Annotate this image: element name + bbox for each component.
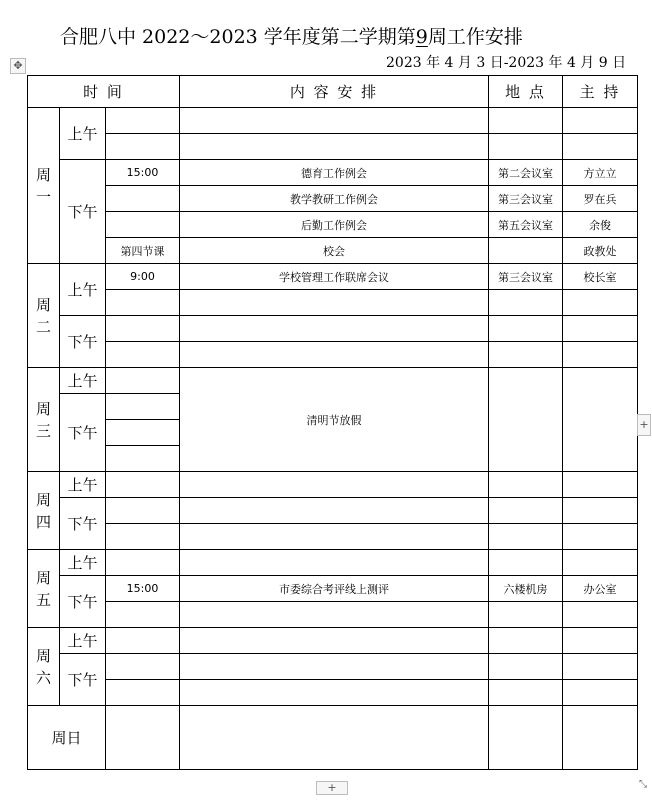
cell-time[interactable] xyxy=(106,550,180,576)
cell-time[interactable] xyxy=(106,420,180,446)
cell-host[interactable]: 方立立 xyxy=(563,160,638,186)
cell-time[interactable]: 15:00 xyxy=(106,160,180,186)
period-thu-am: 上午 xyxy=(60,472,106,498)
cell-time[interactable] xyxy=(106,628,180,654)
cell-host[interactable] xyxy=(563,602,638,628)
cell-time[interactable] xyxy=(106,654,180,680)
cell-host[interactable] xyxy=(563,368,638,472)
cell-host[interactable]: 校长室 xyxy=(563,264,638,290)
period-wed-am: 上午 xyxy=(60,368,106,394)
schedule-table xyxy=(27,75,638,770)
cell-place[interactable] xyxy=(489,290,563,316)
table-move-handle-icon[interactable]: ✥ xyxy=(10,58,26,74)
cell-time[interactable] xyxy=(106,446,180,472)
cell-time[interactable] xyxy=(106,524,180,550)
cell-content[interactable]: 后勤工作例会 xyxy=(180,212,489,238)
cell-host[interactable] xyxy=(563,628,638,654)
cell-place[interactable] xyxy=(489,238,563,264)
cell-time[interactable] xyxy=(106,212,180,238)
period-tue-am: 上午 xyxy=(60,264,106,316)
cell-content[interactable] xyxy=(180,498,489,524)
cell-place[interactable] xyxy=(489,498,563,524)
cell-time[interactable] xyxy=(106,290,180,316)
cell-time[interactable]: 15:00 xyxy=(106,576,180,602)
cell-content[interactable]: 德育工作例会 xyxy=(180,160,489,186)
cell-time[interactable] xyxy=(106,706,180,770)
cell-time[interactable] xyxy=(106,316,180,342)
table-row xyxy=(28,576,638,602)
cell-content[interactable] xyxy=(180,290,489,316)
cell-time[interactable]: 9:00 xyxy=(106,264,180,290)
cell-host[interactable]: 罗在兵 xyxy=(563,186,638,212)
cell-host[interactable]: 余俊 xyxy=(563,212,638,238)
cell-time[interactable] xyxy=(106,186,180,212)
cell-place[interactable] xyxy=(489,342,563,368)
cell-time[interactable] xyxy=(106,498,180,524)
cell-content[interactable]: 教学教研工作例会 xyxy=(180,186,489,212)
cell-time[interactable] xyxy=(106,108,180,134)
cell-content[interactable] xyxy=(180,680,489,706)
cell-host[interactable] xyxy=(563,550,638,576)
table-row xyxy=(28,706,638,770)
cell-host[interactable]: 政教处 xyxy=(563,238,638,264)
cell-place[interactable] xyxy=(489,524,563,550)
cell-place[interactable] xyxy=(489,108,563,134)
period-thu-pm: 下午 xyxy=(60,498,106,550)
table-row xyxy=(28,186,638,212)
add-column-icon[interactable]: + xyxy=(637,414,651,436)
cell-content[interactable] xyxy=(180,602,489,628)
table-row xyxy=(28,342,638,368)
cell-place[interactable]: 第五会议室 xyxy=(489,212,563,238)
cell-content[interactable]: 市委综合考评线上测评 xyxy=(180,576,489,602)
table-row xyxy=(28,212,638,238)
header-host: 主 持 xyxy=(563,76,638,108)
table-row xyxy=(28,628,638,654)
cell-place[interactable]: 第三会议室 xyxy=(489,186,563,212)
day-label-tue: 周 二 xyxy=(28,264,60,368)
cell-time[interactable] xyxy=(106,134,180,160)
period-sat-pm: 下午 xyxy=(60,654,106,706)
table-row xyxy=(28,108,638,134)
cell-place[interactable]: 第三会议室 xyxy=(489,264,563,290)
day-label-fri: 周 五 xyxy=(28,550,60,628)
table-row xyxy=(28,264,638,290)
cell-content[interactable] xyxy=(180,550,489,576)
period-tue-pm: 下午 xyxy=(60,316,106,368)
cell-content[interactable]: 学校管理工作联席会议 xyxy=(180,264,489,290)
table-row xyxy=(28,368,638,394)
period-wed-pm: 下午 xyxy=(60,394,106,472)
table-resize-icon[interactable]: ⤡ xyxy=(639,779,647,790)
cell-time[interactable]: 第四节课 xyxy=(106,238,180,264)
cell-place[interactable] xyxy=(489,654,563,680)
cell-time[interactable] xyxy=(106,368,180,394)
cell-content[interactable] xyxy=(180,134,489,160)
cell-time[interactable] xyxy=(106,342,180,368)
table-row xyxy=(28,134,638,160)
cell-content[interactable] xyxy=(180,706,489,770)
date-range: 2023 年 4 月 3 日-2023 年 4 月 9 日 xyxy=(386,55,627,71)
cell-host[interactable] xyxy=(563,654,638,680)
cell-host[interactable] xyxy=(563,342,638,368)
cell-host[interactable] xyxy=(563,680,638,706)
cell-content[interactable] xyxy=(180,628,489,654)
table-row xyxy=(28,654,638,680)
period-mon-pm: 下午 xyxy=(60,160,106,264)
cell-host[interactable] xyxy=(563,472,638,498)
week-number: 9 xyxy=(415,26,428,48)
cell-content[interactable] xyxy=(180,316,489,342)
cell-host[interactable] xyxy=(563,134,638,160)
period-fri-am: 上午 xyxy=(60,550,106,576)
day-label-sun: 周日 xyxy=(28,706,106,770)
table-row xyxy=(28,602,638,628)
table-row xyxy=(28,524,638,550)
cell-content[interactable] xyxy=(180,342,489,368)
day-label-mon: 周 一 xyxy=(28,108,60,264)
period-fri-pm: 下午 xyxy=(60,576,106,628)
header-time: 时 间 xyxy=(28,76,180,108)
cell-content-holiday[interactable]: 清明节放假 xyxy=(180,368,489,472)
cell-time[interactable] xyxy=(106,472,180,498)
table-row xyxy=(28,550,638,576)
cell-time[interactable] xyxy=(106,680,180,706)
cell-host[interactable] xyxy=(563,524,638,550)
cell-host[interactable] xyxy=(563,498,638,524)
cell-place[interactable] xyxy=(489,628,563,654)
day-label-sat: 周 六 xyxy=(28,628,60,706)
cell-content[interactable] xyxy=(180,654,489,680)
cell-host[interactable] xyxy=(563,706,638,770)
cell-place[interactable] xyxy=(489,602,563,628)
cell-content[interactable] xyxy=(180,108,489,134)
cell-place[interactable] xyxy=(489,706,563,770)
page-title: 合肥八中 2022～2023 学年度第二学期第9周工作安排 xyxy=(60,26,523,48)
cell-place[interactable] xyxy=(489,316,563,342)
cell-host[interactable] xyxy=(563,316,638,342)
cell-content[interactable]: 校会 xyxy=(180,238,489,264)
header-content: 内 容 安 排 xyxy=(180,76,489,108)
cell-place[interactable] xyxy=(489,550,563,576)
cell-content[interactable] xyxy=(180,524,489,550)
cell-host[interactable]: 办公室 xyxy=(563,576,638,602)
table-row xyxy=(28,290,638,316)
cell-content[interactable] xyxy=(180,472,489,498)
period-sat-am: 上午 xyxy=(60,628,106,654)
cell-host[interactable] xyxy=(563,290,638,316)
table-row xyxy=(28,316,638,342)
cell-time[interactable] xyxy=(106,602,180,628)
cell-place[interactable]: 第二会议室 xyxy=(489,160,563,186)
table-row xyxy=(28,160,638,186)
day-label-thu: 周 四 xyxy=(28,472,60,550)
cell-host[interactable] xyxy=(563,108,638,134)
add-row-icon[interactable]: + xyxy=(316,781,348,795)
cell-place[interactable] xyxy=(489,472,563,498)
table-row xyxy=(28,472,638,498)
period-mon-am: 上午 xyxy=(60,108,106,160)
cell-place[interactable] xyxy=(489,368,563,472)
day-label-wed: 周 三 xyxy=(28,368,60,472)
cell-place[interactable] xyxy=(489,680,563,706)
table-row xyxy=(28,238,638,264)
cell-place[interactable] xyxy=(489,134,563,160)
table-row xyxy=(28,680,638,706)
header-place: 地 点 xyxy=(489,76,563,108)
cell-time[interactable] xyxy=(106,394,180,420)
cell-place[interactable]: 六楼机房 xyxy=(489,576,563,602)
table-row xyxy=(28,498,638,524)
